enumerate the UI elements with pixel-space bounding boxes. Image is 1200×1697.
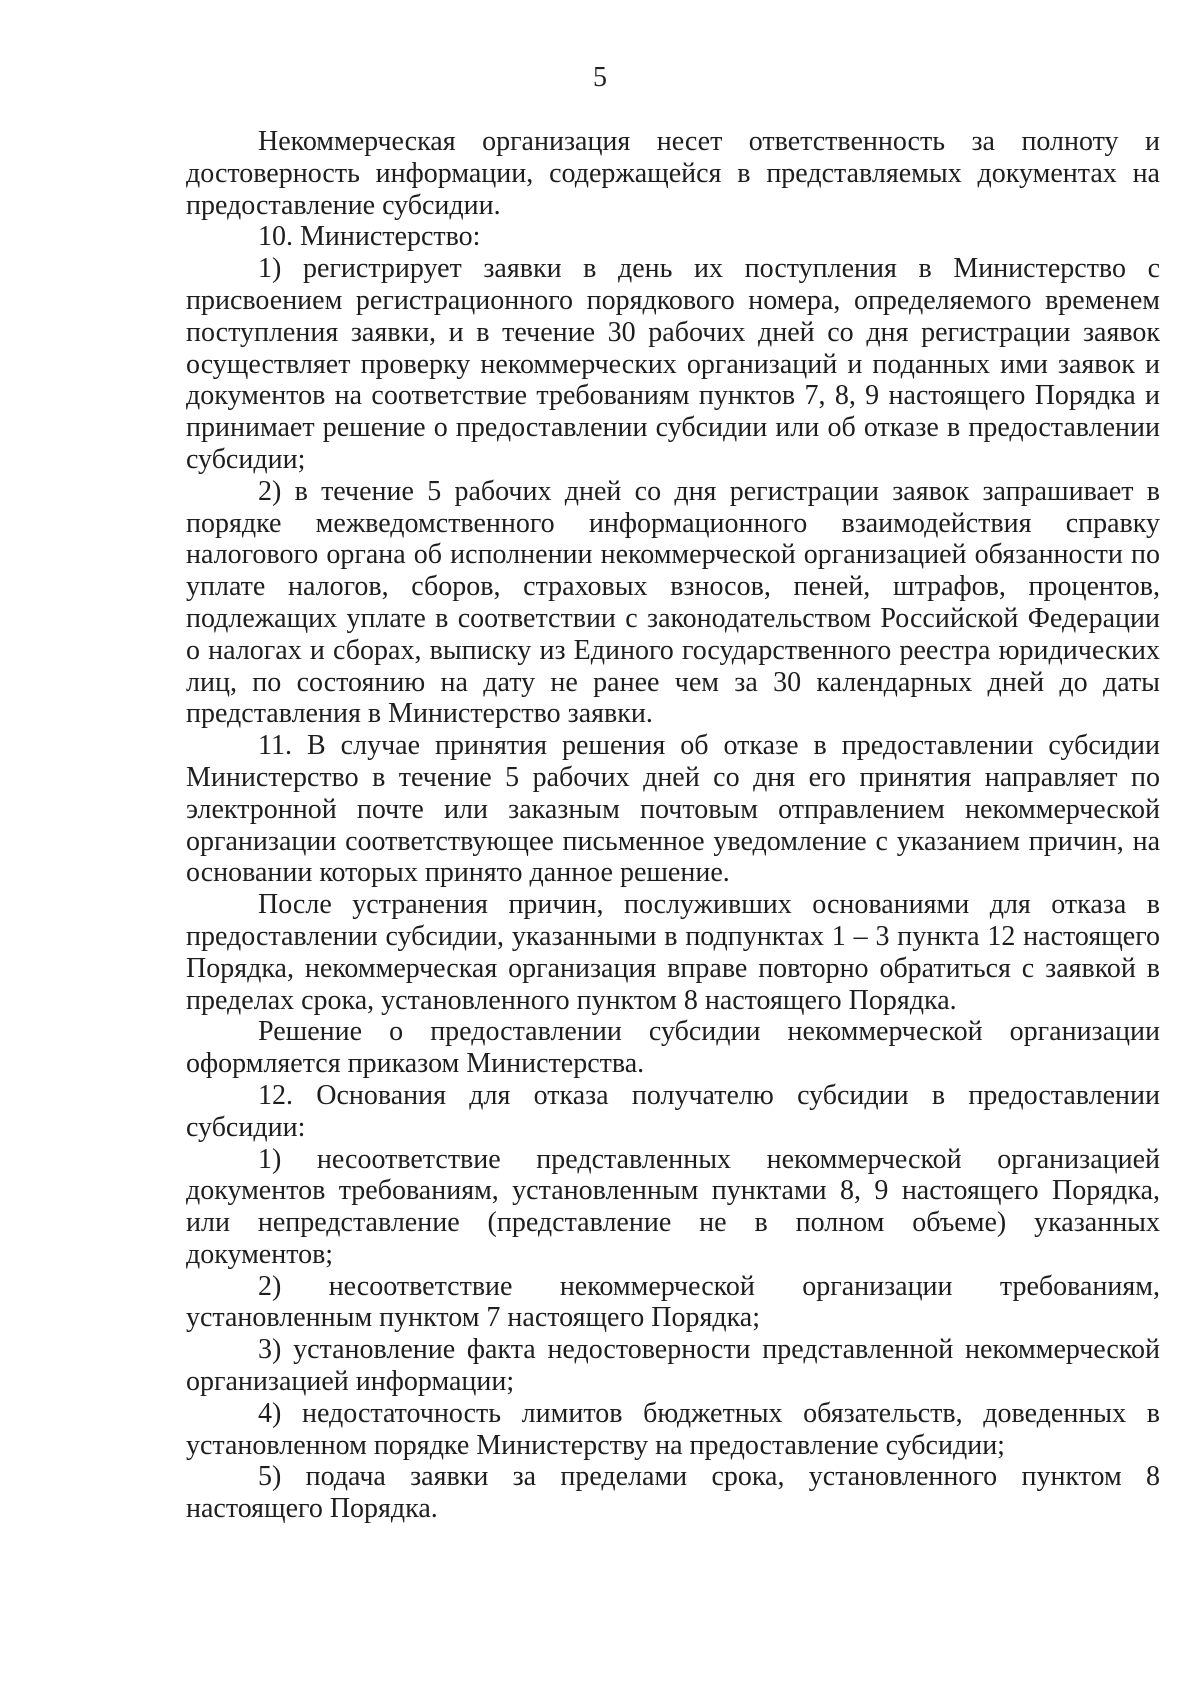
paragraph-item-10-heading: 10. Министерство: <box>258 221 481 253</box>
paragraph-item-12-3: 3) установление факта недостоверности представленной некоммерческой организацией информации; <box>186 1334 1160 1398</box>
paragraph-item-12-1: 1) несоответствие представленных некоммерческой организацией документов требованиям, установленным пунктами 8, 9 настоящего Порядка, или непредставление (представление не в полном объеме) указанных документов; <box>186 1143 1160 1270</box>
paragraph-item-12-2: 2) несоответствие некоммерческой организации требованиям, установленным пунктом 7 настоящего Порядка; <box>186 1270 1160 1334</box>
paragraph-item-10-1: 1) регистрирует заявки в день их поступления в Министерство с присвоением регистрационного порядкового номера, определяемого временем поступления заявки, и в течение 30 рабочих дней со дня регистрации заявок осуществляет проверку некоммерческих организаций и поданных ими заявок и документов на соответствие требованиям пунктов 7, 8, 9 настоящего Порядка и принимает решение о предоставлении субсидии или об отказе в предоставлении субсидии; <box>186 253 1160 475</box>
paragraph-item-11-resubmission: После устранения причин, послуживших основаниями для отказа в предоставлении субсидии, указанными в подпунктах 1 – 3 пункта 12 настоящего Порядка, некоммерческая организация вправе повторно обратиться с заявкой в пределах срока, установленного пунктом 8 настоящего Порядка. <box>186 889 1160 1016</box>
paragraph-item-11-decision: Решение о предоставлении субсидии некоммерческой организации оформляется приказом Министерства. <box>186 1016 1160 1080</box>
paragraph-item-12-5: 5) подача заявки за пределами срока, установленного пунктом 8 настоящего Порядка. <box>186 1461 1160 1525</box>
paragraph-item-11: 11. В случае принятия решения об отказе в предоставлении субсидии Министерство в течение 5 рабочих дней со дня его принятия направляет по электронной почте или заказным почтовым отправлением некоммерческой организации соответствующее письменное уведомление с указанием причин, на основании которых принято данное решение. <box>186 730 1160 889</box>
paragraph-responsibility: Некоммерческая организация несет ответственность за полноту и достоверность информации, содержащейся в представляемых документах на предоставление субсидии. <box>186 126 1160 221</box>
document-body <box>186 126 1160 1525</box>
page-number: 5 <box>593 62 607 93</box>
paragraph-item-12-heading: 12. Основания для отказа получателю субсидии в предоставлении субсидии: <box>186 1079 1160 1143</box>
paragraph-item-12-4: 4) недостаточность лимитов бюджетных обязательств, доведенных в установленном порядке Министерству на предоставление субсидии; <box>186 1397 1160 1461</box>
paragraph-item-10-2: 2) в течение 5 рабочих дней со дня регистрации заявок запрашивает в порядке межведомственного информационного взаимодействия справку налогового органа об исполнении некоммерческой организацией обязанности по уплате налогов, сборов, страховых взносов, пеней, штрафов, процентов, подлежащих уплате в соответствии с законодательством Российской Федерации о налогах и сборах, выписку из Единого государственного реестра юридических лиц, по состоянию на дату не ранее чем за 30 календарных дней до даты представления в Министерство заявки. <box>186 475 1160 730</box>
